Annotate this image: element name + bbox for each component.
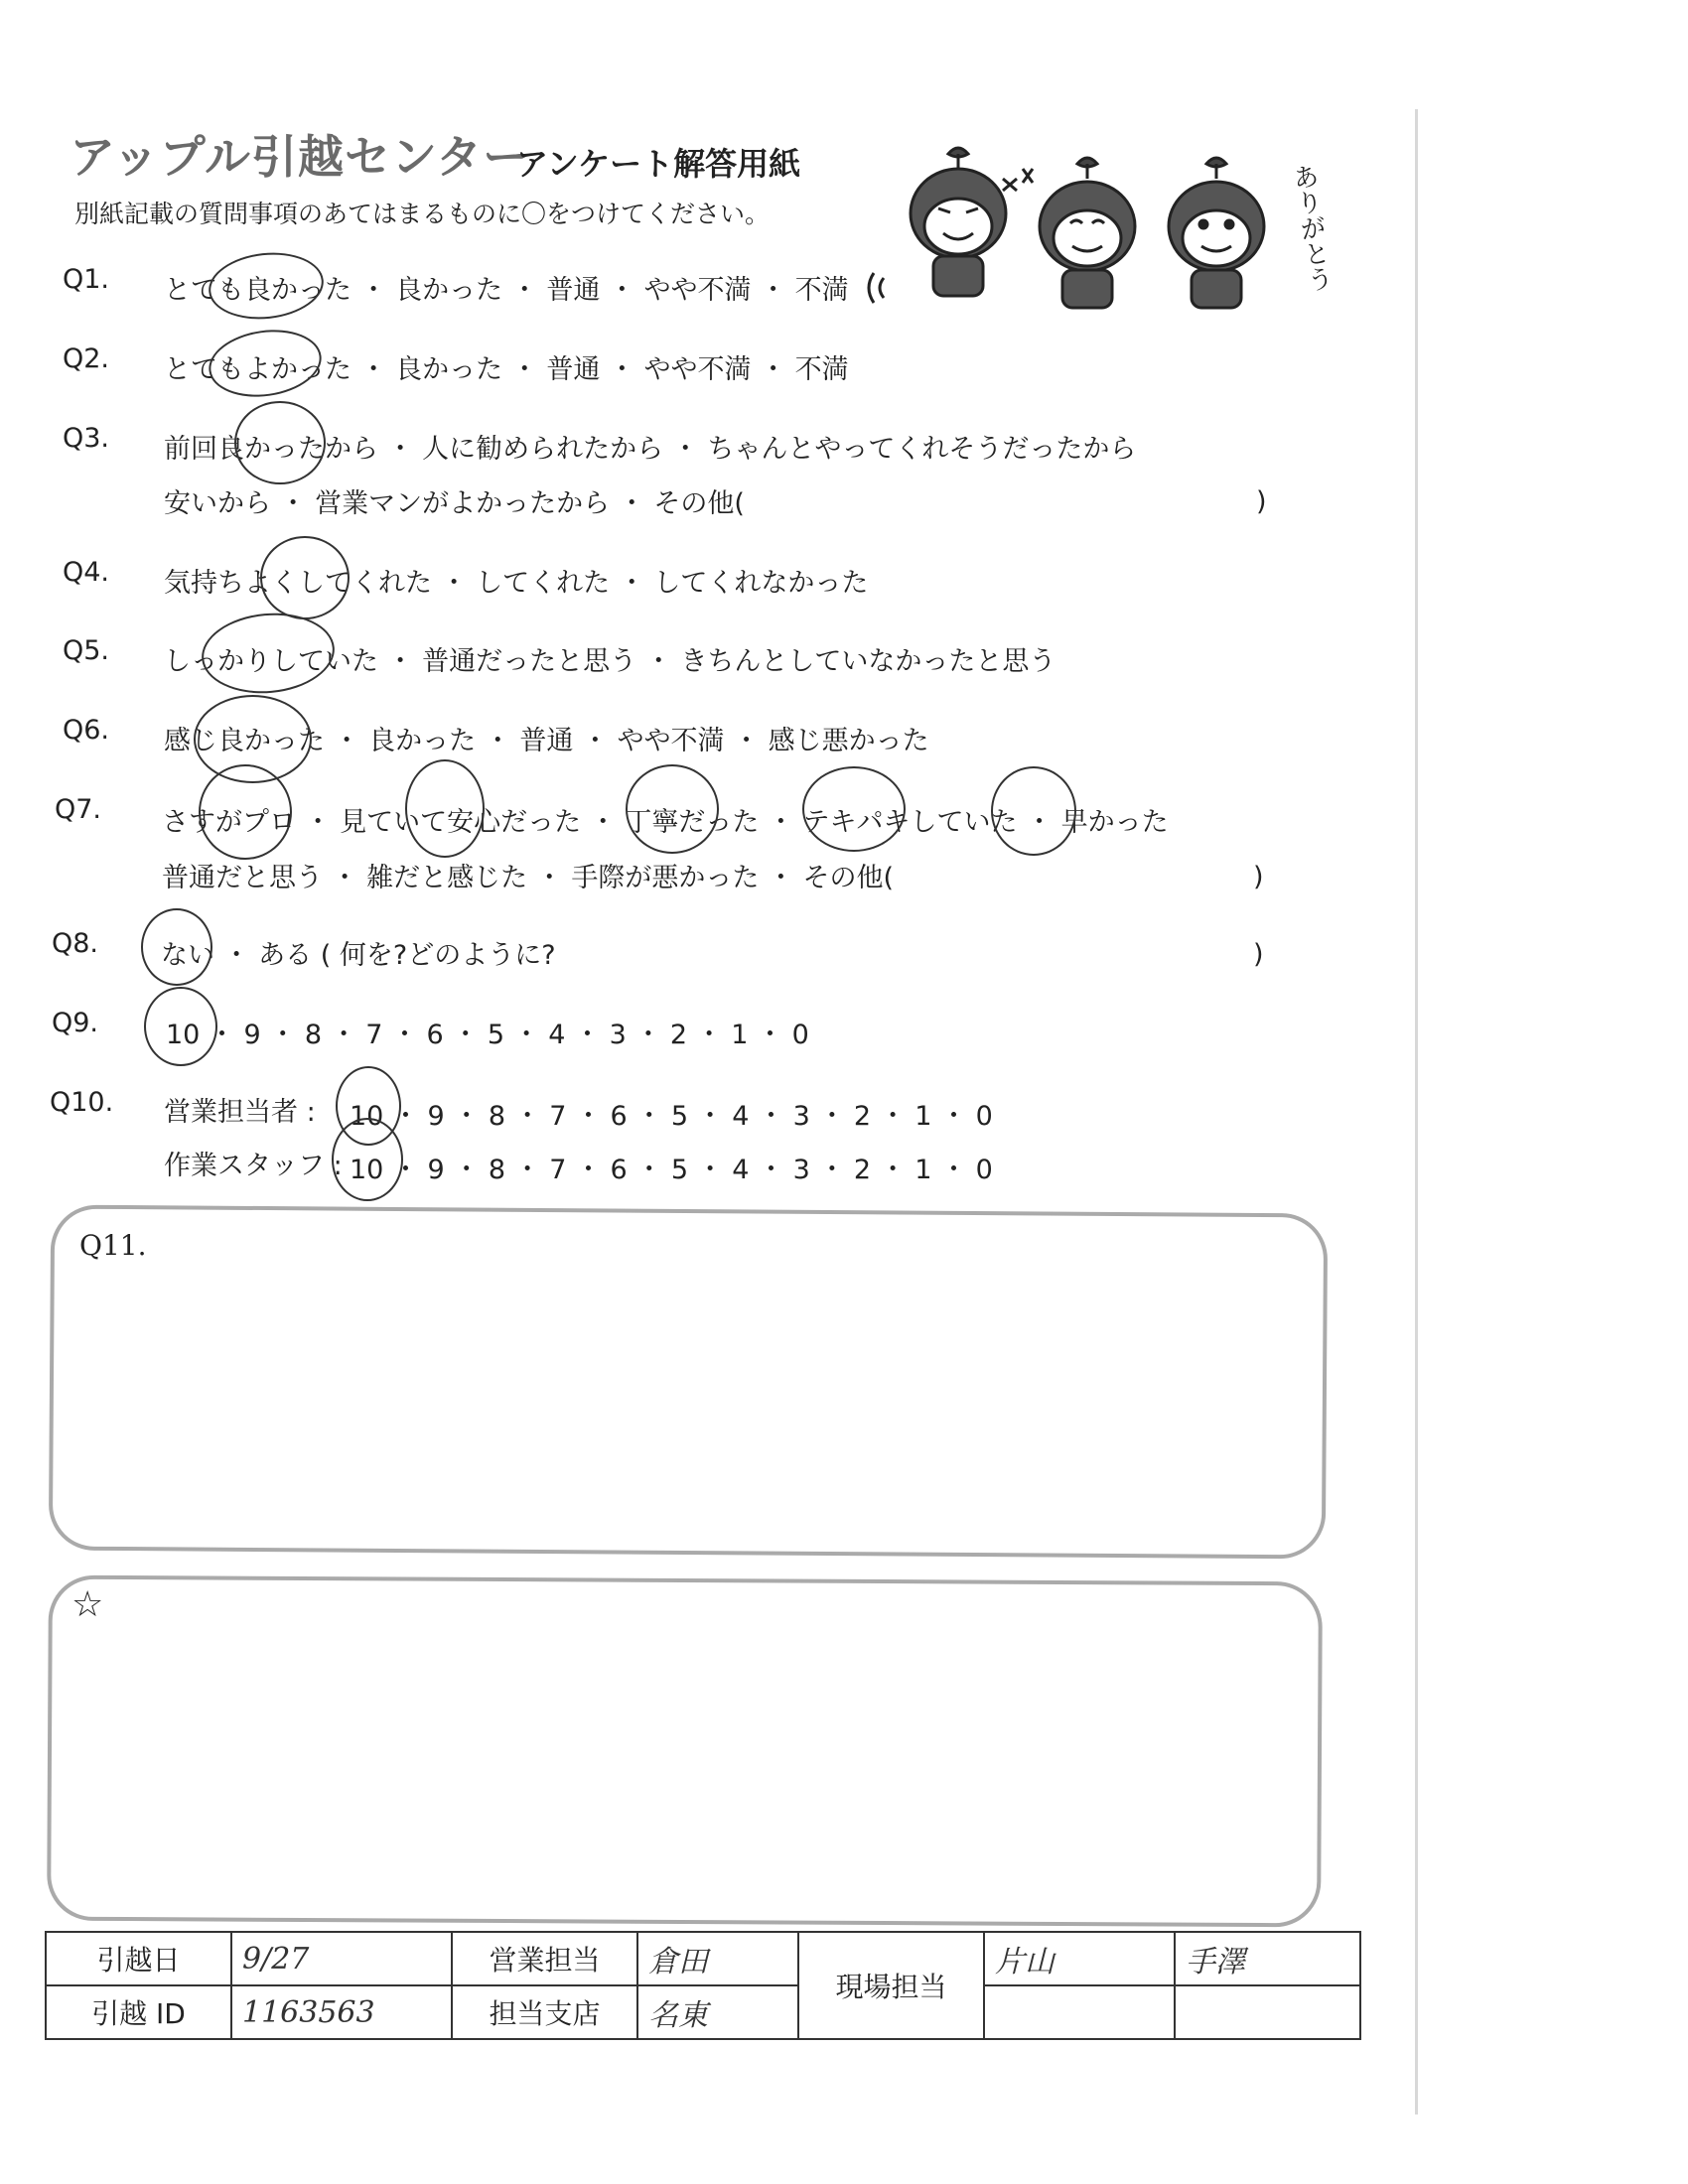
- sales-rep-value: 倉田: [648, 1945, 708, 1979]
- q1-label: Q1.: [63, 264, 110, 295]
- q2-label: Q2.: [63, 343, 110, 374]
- monkey-1-icon: [869, 148, 1006, 303]
- q5-options[interactable]: しっかりしていた ・ 普通だったと思う ・ きちんとしていなかったと思う: [164, 646, 1056, 677]
- q9-scale[interactable]: 10 ・ 9 ・ 8 ・ 7 ・ 6 ・ 5 ・ 4 ・ 3 ・ 2 ・ 1 ・ 0: [166, 1020, 809, 1050]
- q7-options-line1[interactable]: さすがプロ ・ 見ていて安心だった ・ 丁寧だった ・ テキパキしていた ・ 早かった: [162, 807, 1169, 838]
- q6-options[interactable]: 感じ良かった ・ 良かった ・ 普通 ・ やや不満 ・ 感じ悪かった: [164, 726, 929, 756]
- move-info-table: [45, 1931, 1361, 2040]
- move-id-label: 引越 ID: [46, 1985, 231, 2039]
- q9-selection-circle: [144, 987, 217, 1066]
- q7-selection-circle-anshin: [405, 759, 485, 858]
- q10-staff-label: 作業スタッフ :: [164, 1151, 343, 1181]
- move-id-value: 1163563: [242, 1994, 375, 2030]
- q3-options-line2[interactable]: 安いから ・ 営業マンがよかったから ・ その他(: [164, 488, 745, 519]
- q10-staff-selection-circle: [332, 1118, 403, 1201]
- q10-sales-scale[interactable]: 10 ・ 9 ・ 8 ・ 7 ・ 6 ・ 5 ・ 4 ・ 3 ・ 2 ・ 1 ・ 0: [350, 1101, 993, 1132]
- q3-options-line1[interactable]: 前回良かったから ・ 人に勧められたから ・ ちゃんとやってくれそうだったから: [164, 434, 1137, 465]
- form-subtitle: アンケート解答用紙: [516, 145, 801, 183]
- q10-sales-label: 営業担当者 :: [164, 1097, 316, 1128]
- monkey-3-icon: [1169, 158, 1264, 308]
- q7-selection-circle-tekipaki: [802, 766, 906, 852]
- page-edge-shadow: [1415, 109, 1418, 2115]
- q8-label: Q8.: [52, 928, 99, 959]
- q10-staff-scale[interactable]: 10 ・ 9 ・ 8 ・ 7 ・ 6 ・ 5 ・ 4 ・ 3 ・ 2 ・ 1 ・ 0: [350, 1155, 993, 1185]
- q7-label: Q7.: [55, 794, 102, 825]
- thanks-text: ありがとう: [1287, 162, 1335, 295]
- move-date-label: 引越日: [46, 1932, 231, 1985]
- q8-other-close: ): [1253, 939, 1264, 970]
- monkey-2-icon: [1003, 158, 1135, 308]
- branch-value: 名東: [648, 1998, 708, 2033]
- q10-label: Q10.: [50, 1087, 114, 1118]
- q6-label: Q6.: [63, 715, 110, 746]
- q7-selection-circle-hayakatta: [991, 766, 1076, 856]
- site-rep-2-value: 手澤: [1186, 1945, 1245, 1979]
- q3-other-close: ): [1256, 486, 1267, 517]
- star-comment-box[interactable]: [47, 1575, 1323, 1928]
- sales-rep-label: 営業担当: [452, 1932, 637, 1985]
- q7-selection-circle-teinei: [626, 764, 719, 854]
- q3-label: Q3.: [63, 423, 110, 454]
- q8-options[interactable]: ない ・ ある ( 何を?どのように?: [161, 940, 556, 971]
- star-label: ☆: [71, 1584, 104, 1625]
- q2-options[interactable]: とてもよかった ・ 良かった ・ 普通 ・ やや不満 ・ 不満: [164, 354, 849, 385]
- instructions: 別紙記載の質問事項のあてはまるものに〇をつけてください。: [74, 200, 771, 228]
- site-rep-empty-2: [1175, 1985, 1360, 2039]
- branch-label: 担当支店: [452, 1985, 637, 2039]
- q5-label: Q5.: [63, 635, 110, 666]
- q4-label: Q4.: [63, 557, 110, 588]
- q1-options[interactable]: とても良かった ・ 良かった ・ 普通 ・ やや不満 ・ 不満: [164, 275, 849, 306]
- site-rep-1-value: 片山: [995, 1945, 1055, 1979]
- brand-title: アップル引越センター: [70, 130, 530, 184]
- q4-options[interactable]: 気持ちよくしてくれた ・ してくれた ・ してくれなかった: [164, 568, 869, 599]
- q5-selection-circle: [199, 608, 338, 698]
- q1-selection-circle: [206, 247, 327, 325]
- q2-selection-circle: [205, 323, 326, 403]
- q4-selection-circle: [260, 536, 350, 619]
- q9-label: Q9.: [52, 1008, 99, 1038]
- site-rep-empty-1: [984, 1985, 1175, 2039]
- q7-other-close: ): [1253, 862, 1264, 892]
- move-date-value: 9/27: [242, 1941, 310, 1977]
- q7-options-line2[interactable]: 普通だと思う ・ 雑だと感じた ・ 手際が悪かった ・ その他(: [162, 863, 895, 893]
- q3-selection-circle: [234, 401, 326, 484]
- site-rep-label: 現場担当: [798, 1932, 984, 2039]
- monkey-mascots-illustration: [864, 139, 1321, 328]
- q11-comment-box[interactable]: [49, 1205, 1328, 1560]
- q7-selection-circle-pro: [199, 764, 292, 860]
- q11-label: Q11.: [79, 1229, 147, 1262]
- q8-selection-circle: [141, 908, 212, 986]
